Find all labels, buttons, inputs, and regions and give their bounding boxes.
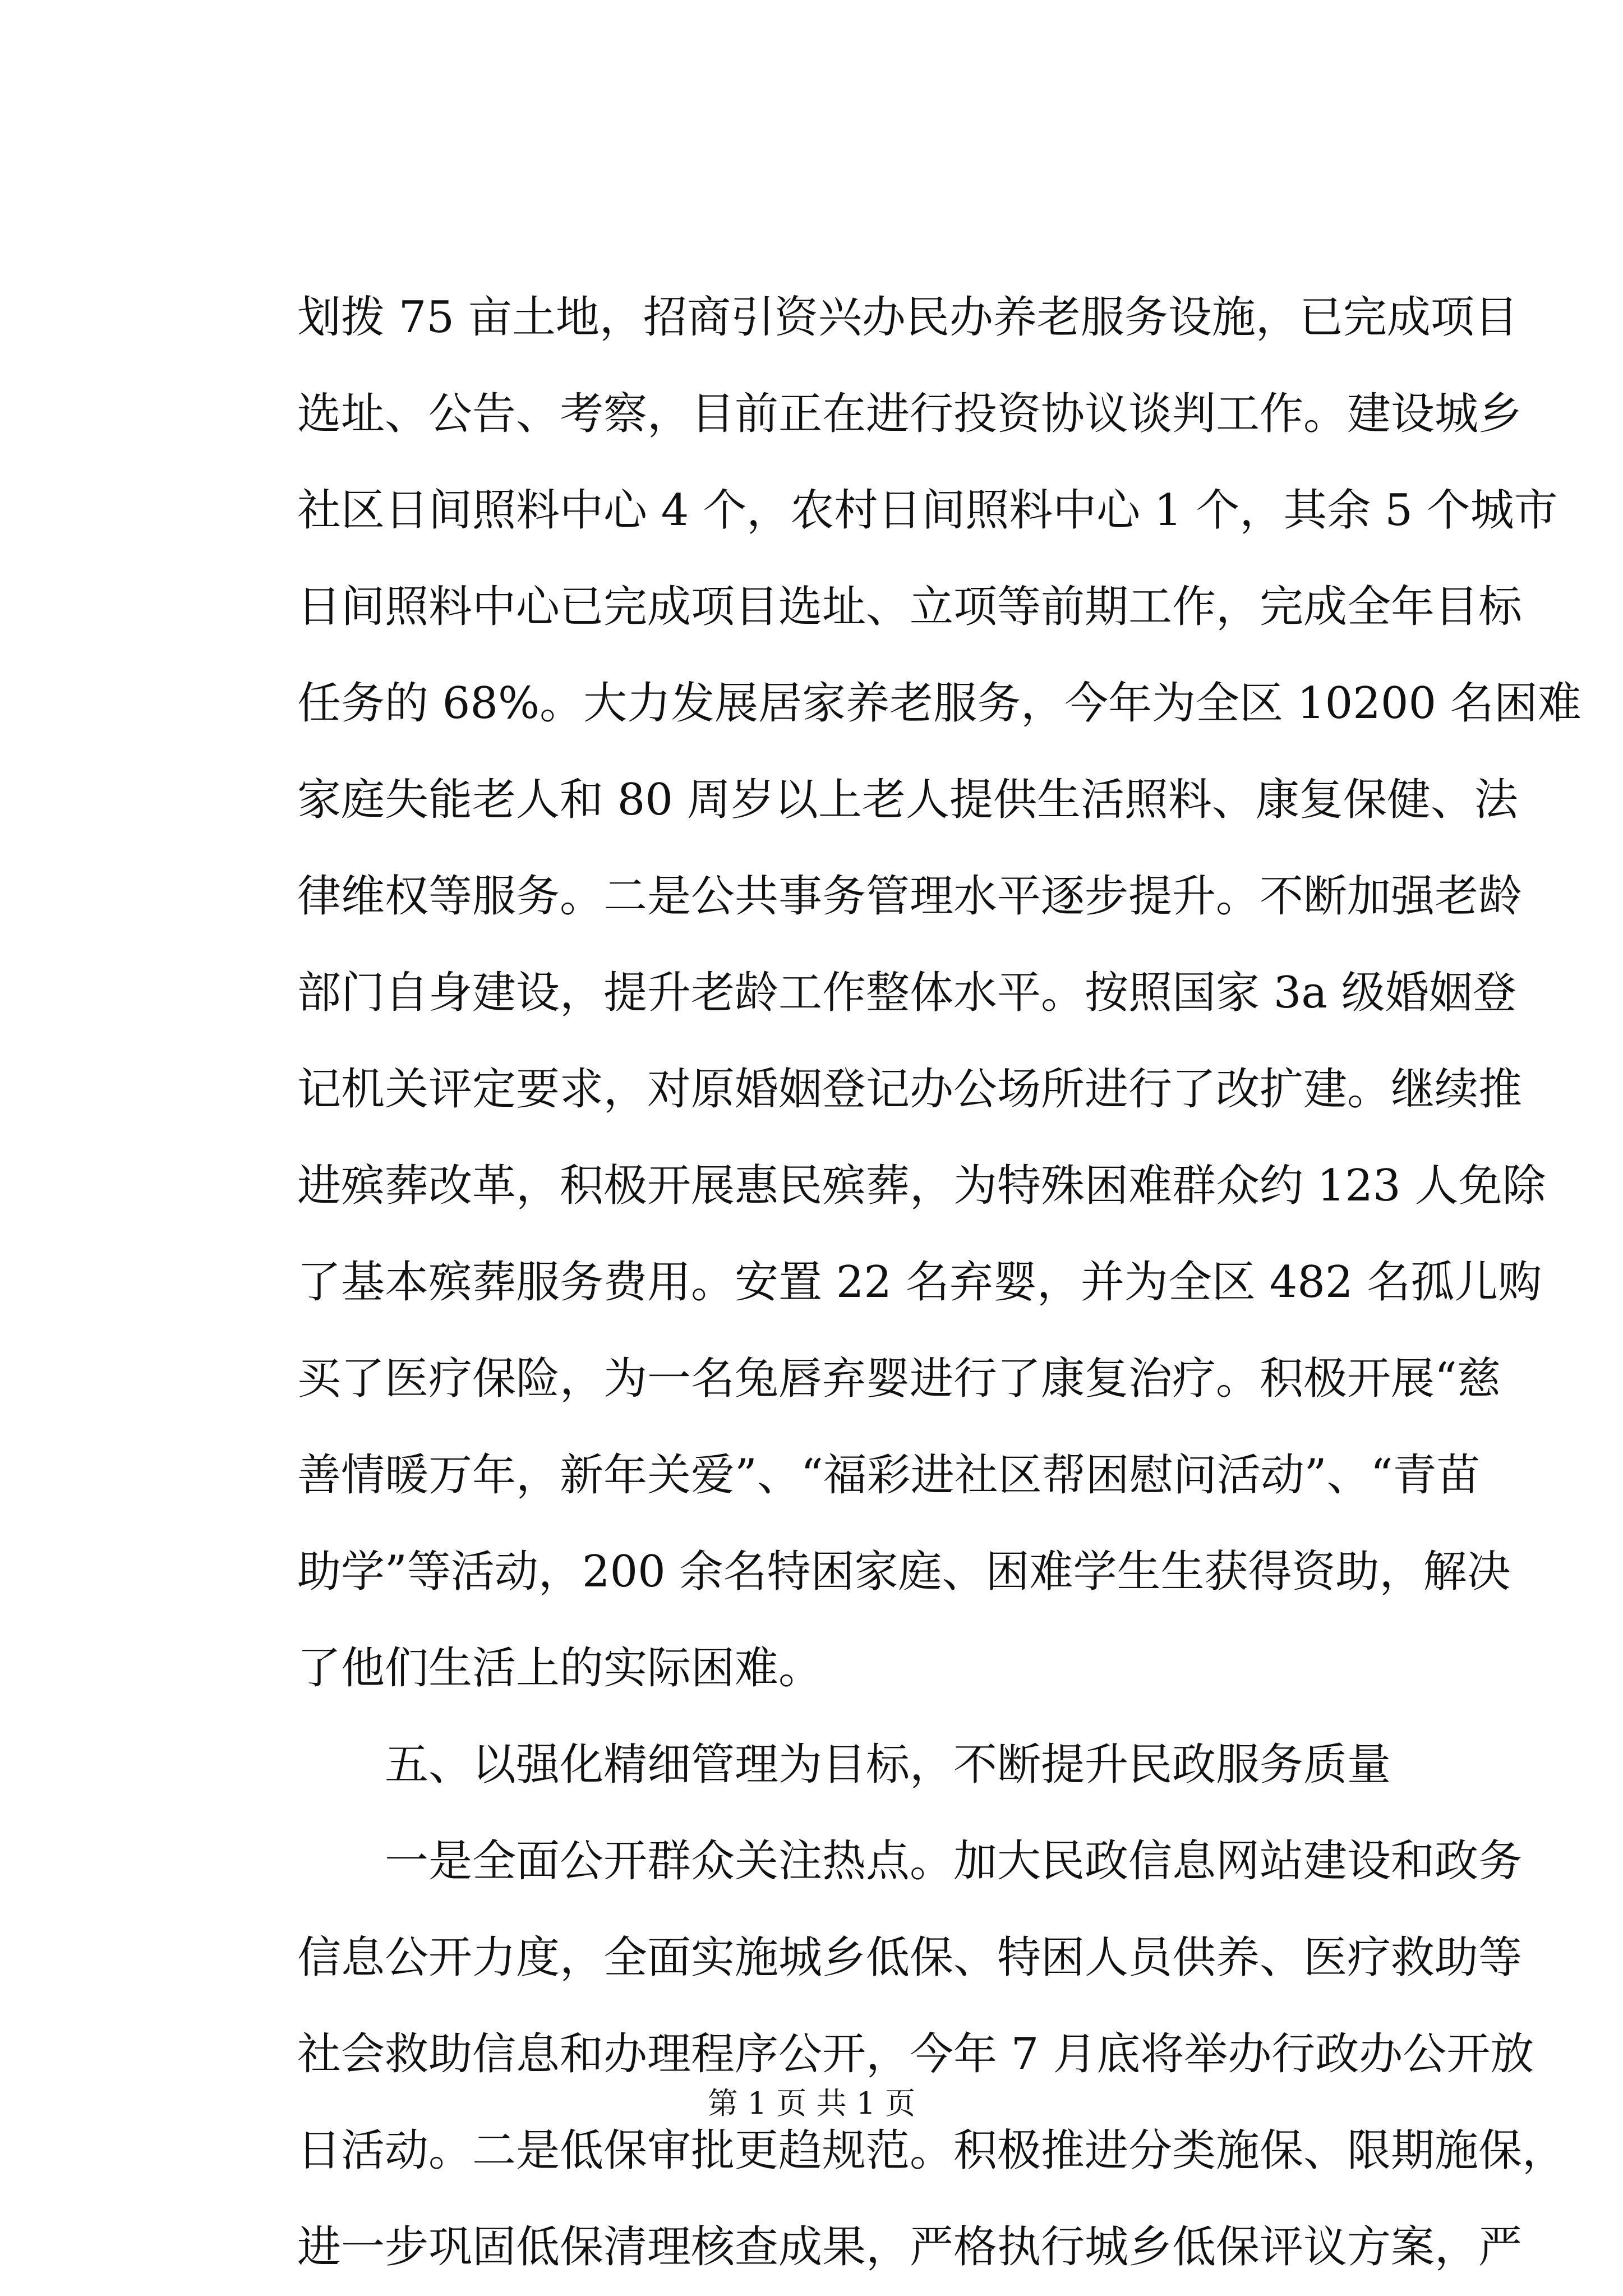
- text-line: 任务的 68%。大力发展居家养老服务，今年为全区 10200 名困难: [297, 678, 1581, 729]
- text-line: 家庭失能老人和 80 周岁以上老人提供生活照料、康复保健、法: [297, 775, 1518, 825]
- text-line: 社区日间照料中心 4 个，农村日间照料中心 1 个，其余 5 个城市: [297, 485, 1558, 536]
- text-line: 日间照料中心已完成项目选址、立项等前期工作，完成全年目标: [297, 582, 1523, 632]
- page-footer: 第 1 页 共 1 页: [707, 2086, 916, 2121]
- text-line: 部门自身建设，提升老龄工作整体水平。按照国家 3a 级婚姻登: [297, 968, 1516, 1018]
- section-heading: 五、以强化精细管理为目标，不断提升民政服务质量: [385, 1740, 1391, 1790]
- text-line: 律维权等服务。二是公共事务管理水平逐步提升。不断加强老龄: [297, 871, 1523, 922]
- text-line: 善情暖万年，新年关爱”、“福彩进社区帮困慰问活动”、“青苗: [297, 1450, 1481, 1501]
- text-line: 助学”等活动，200 余名特困家庭、困难学生生获得资助，解决: [297, 1547, 1511, 1597]
- text-line: 进一步巩固低保清理核查成果，严格执行城乡低保评议方案，严: [297, 2222, 1523, 2272]
- text-line: 选址、公告、考察，目前正在进行投资协议谈判工作。建设城乡: [297, 389, 1523, 439]
- text-line: 进殡葬改革，积极开展惠民殡葬，为特殊困难群众约 123 人免除: [297, 1161, 1546, 1211]
- text-line: 买了医疗保险，为一名兔唇弃婴进行了康复治疗。积极开展“慈: [297, 1354, 1501, 1404]
- text-line: 了基本殡葬服务费用。安置 22 名弃婴，并为全区 482 名孤儿购: [297, 1257, 1542, 1308]
- text-line: 一是全面公开群众关注热点。加大民政信息网站建设和政务: [385, 1836, 1523, 1887]
- document-body: [297, 269, 1581, 2295]
- text-line: 信息公开力度，全面实施城乡低保、特困人员供养、医疗救助等: [297, 1932, 1523, 1983]
- text-line: 记机关评定要求，对原婚姻登记办公场所进行了改扩建。继续推: [297, 1064, 1523, 1115]
- text-line: 划拨 75 亩土地，招商引资兴办民办养老服务设施，已完成项目: [297, 292, 1518, 343]
- text-line: 日活动。二是低保审批更趋规范。积极推进分类施保、限期施保，: [297, 2125, 1566, 2176]
- text-line: 社会救助信息和办理程序公开，今年 7 月底将举办行政办公开放: [297, 2029, 1534, 2079]
- text-line: 了他们生活上的实际困难。: [297, 1643, 823, 1694]
